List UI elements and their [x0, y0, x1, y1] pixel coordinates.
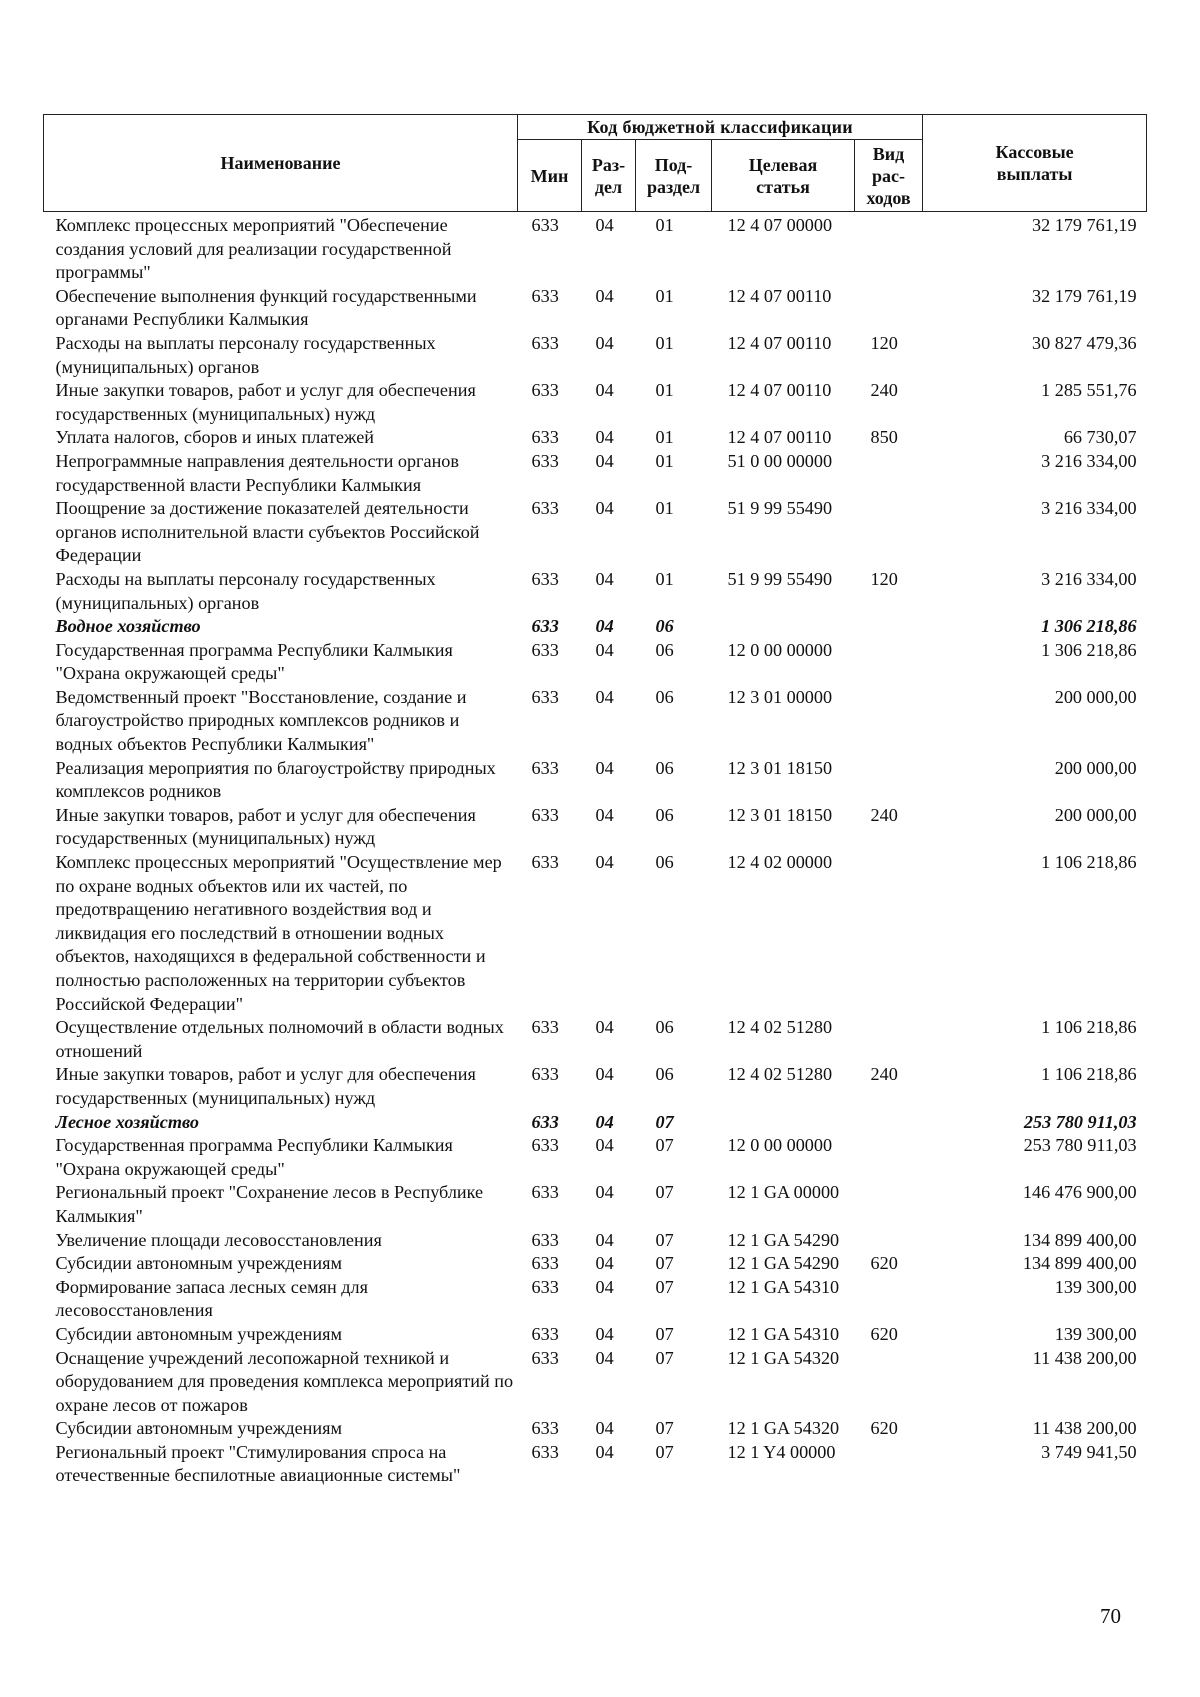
row-razdel: 04: [595, 804, 614, 825]
row-min: 633: [531, 1229, 559, 1250]
row-razdel: 04: [595, 616, 614, 637]
row-razdel: 04: [595, 1229, 614, 1250]
row-cash-payment: 1 106 218,86: [1041, 1064, 1137, 1085]
row-podrazdel: 01: [655, 498, 674, 519]
row-cash-payment: 1 285 551,76: [1041, 380, 1137, 401]
table-row: [44, 1063, 1147, 1110]
row-expense-type: 120: [870, 568, 898, 589]
row-expense-type: [855, 1276, 923, 1323]
row-name: Реализация мероприятия по благоустройству природных комплексов родников: [55, 757, 496, 802]
row-name: Водное хозяйство: [55, 616, 201, 637]
row-cash-payment: 3 216 334,00: [1041, 568, 1137, 589]
row-cash-payment: 200 000,00: [1054, 686, 1137, 707]
row-name: Комплекс процессных мероприятий "Осуществление мер по охране водных объектов или их частей, по предотвращению негативного воздействия вод и ликвидация его последствий в отношении водных объектов, находящихся в федеральной собственности и полностью расположенных на территории субъектов Российской Федерации": [55, 852, 502, 1014]
row-expense-type: [855, 497, 923, 568]
header-expense-type: Вид рас- ходов: [855, 140, 923, 212]
row-name: Субсидии автономным учреждениям: [55, 1418, 343, 1439]
row-target-article: 12 1 GA 54320: [727, 1418, 840, 1439]
row-razdel: 04: [595, 1276, 614, 1297]
row-name: Иные закупки товаров, работ и услуг для обеспечения государственных (муниципальных) нужд: [55, 1064, 476, 1108]
row-expense-type: [855, 1347, 923, 1418]
row-target-article: 12 1 GA 54290: [727, 1229, 840, 1250]
row-name: Формирование запаса лесных семян для лесовосстановления: [55, 1276, 368, 1321]
row-target-article: [712, 615, 855, 639]
row-name: Обеспечение выполнения функций государственными органами Республики Калмыкия: [55, 285, 477, 330]
table-row: [44, 1134, 1147, 1181]
row-razdel: 04: [595, 498, 614, 519]
row-cash-payment: 11 438 200,00: [1032, 1347, 1137, 1368]
row-name: Ведомственный проект "Восстановление, создание и благоустройство природных комплексов родников и водных объектов Республики Калмыкия": [55, 686, 467, 755]
row-min: 633: [531, 616, 559, 637]
row-cash-payment: 66 730,07: [1063, 427, 1137, 448]
row-razdel: 04: [595, 1323, 614, 1344]
row-expense-type: [855, 615, 923, 639]
row-target-article: 12 4 07 00110: [727, 332, 832, 353]
row-cash-payment: 200 000,00: [1054, 804, 1137, 825]
table-row: [44, 497, 1147, 568]
row-podrazdel: 07: [655, 1229, 674, 1250]
row-target-article: [712, 1111, 855, 1135]
row-min: 633: [531, 215, 559, 235]
row-podrazdel: 06: [655, 686, 674, 707]
table-row: [44, 1016, 1147, 1063]
row-podrazdel: 06: [655, 757, 674, 778]
row-expense-type: 240: [870, 380, 898, 401]
row-target-article: 12 1 GA 54320: [727, 1347, 840, 1368]
row-min: 633: [531, 1017, 559, 1038]
row-razdel: 04: [595, 1017, 614, 1038]
row-razdel: 04: [595, 1111, 614, 1132]
table-row: [44, 686, 1147, 757]
row-expense-type: [855, 639, 923, 686]
row-min: 633: [531, 1441, 559, 1462]
row-target-article: 12 3 01 18150: [727, 804, 833, 825]
row-expense-type: [855, 1134, 923, 1181]
header-min: Мин: [518, 140, 582, 212]
row-name: Региональный проект "Сохранение лесов в Республике Калмыкия": [55, 1182, 484, 1226]
table-row: [44, 568, 1147, 615]
table-row: [44, 212, 1147, 285]
row-target-article: 12 1 GA 54290: [727, 1253, 840, 1274]
row-name: Субсидии автономным учреждениям: [55, 1253, 343, 1274]
row-name: Расходы на выплаты персоналу государственных (муниципальных) органов: [55, 332, 436, 377]
row-min: 633: [531, 1182, 559, 1203]
row-razdel: 04: [595, 757, 614, 778]
row-min: 633: [531, 852, 559, 873]
page-number: 70: [1100, 1604, 1121, 1628]
row-name: Государственная программа Республики Калмыкия "Охрана окружающей среды": [55, 639, 453, 684]
row-razdel: 04: [595, 332, 614, 353]
row-min: 633: [531, 1276, 559, 1297]
row-podrazdel: 07: [655, 1135, 674, 1156]
row-name: Лесное хозяйство: [55, 1111, 199, 1132]
row-expense-type: 620: [870, 1253, 898, 1274]
row-podrazdel: 07: [655, 1323, 674, 1344]
row-cash-payment: 3 749 941,50: [1041, 1441, 1137, 1462]
header-classification-group: Код бюджетной классификации: [518, 115, 923, 140]
row-target-article: 12 0 00 00000: [727, 639, 833, 660]
table-row: [44, 450, 1147, 497]
row-cash-payment: 139 300,00: [1054, 1323, 1137, 1344]
row-target-article: 12 3 01 18150: [727, 757, 833, 778]
row-min: 633: [531, 1253, 559, 1274]
row-podrazdel: 01: [655, 427, 674, 448]
row-min: 633: [531, 427, 559, 448]
table-row: [44, 1323, 1147, 1347]
row-target-article: 12 1 GA 54310: [727, 1323, 840, 1344]
row-min: 633: [531, 1111, 559, 1132]
row-razdel: 04: [595, 1182, 614, 1203]
row-razdel: 04: [595, 1441, 614, 1462]
row-cash-payment: 200 000,00: [1054, 757, 1137, 778]
row-target-article: 51 0 00 00000: [727, 450, 833, 471]
row-podrazdel: 07: [655, 1253, 674, 1274]
row-podrazdel: 01: [655, 568, 674, 589]
row-target-article: 12 0 00 00000: [727, 1135, 833, 1156]
row-razdel: 04: [595, 1064, 614, 1085]
row-podrazdel: 01: [655, 450, 674, 471]
table-row: [44, 851, 1147, 1016]
row-razdel: 04: [595, 380, 614, 401]
row-razdel: 04: [595, 1347, 614, 1368]
row-expense-type: [855, 1229, 923, 1253]
row-target-article: 12 1 GA 54310: [727, 1276, 840, 1297]
row-razdel: 04: [595, 285, 614, 306]
row-min: 633: [531, 1323, 559, 1344]
row-name: Оснащение учреждений лесопожарной техникой и оборудованием для проведения комплекса мероприятий по охране лесов от пожаров: [55, 1347, 514, 1415]
row-razdel: 04: [595, 639, 614, 660]
row-podrazdel: 01: [655, 332, 674, 353]
row-expense-type: [855, 285, 923, 332]
row-expense-type: 120: [870, 332, 898, 353]
row-min: 633: [531, 1135, 559, 1156]
row-podrazdel: 01: [655, 285, 674, 306]
row-target-article: 12 1 GA 00000: [727, 1182, 840, 1203]
row-name: Увеличение площади лесовосстановления: [55, 1229, 382, 1250]
table-row: [44, 804, 1147, 851]
row-name: Уплата налогов, сборов и иных платежей: [55, 427, 375, 448]
row-name: Расходы на выплаты персоналу государственных (муниципальных) органов: [55, 568, 436, 613]
table-header: [44, 115, 1147, 212]
table-row: [44, 1252, 1147, 1276]
row-target-article: 12 4 07 00110: [727, 380, 832, 401]
row-cash-payment: 32 179 761,19: [1031, 285, 1137, 306]
header-target-article: Целевая статья: [712, 140, 855, 212]
row-name: Субсидии автономным учреждениям: [55, 1323, 343, 1344]
row-podrazdel: 06: [655, 804, 674, 825]
table-row: [44, 757, 1147, 804]
table-body: [44, 212, 1147, 1489]
row-cash-payment: 146 476 900,00: [1022, 1182, 1137, 1203]
row-min: 633: [531, 757, 559, 778]
row-min: 633: [531, 1347, 559, 1368]
table-row: [44, 426, 1147, 450]
row-cash-payment: 1 306 218,86: [1041, 639, 1137, 660]
row-min: 633: [531, 639, 559, 660]
header-podrazdel: Под- раздел: [636, 140, 712, 212]
table-row: [44, 285, 1147, 332]
row-target-article: 51 9 99 55490: [727, 568, 833, 589]
row-cash-payment: 1 106 218,86: [1041, 852, 1137, 873]
table-row: [44, 379, 1147, 426]
table-row: [44, 1276, 1147, 1323]
row-cash-payment: 3 216 334,00: [1041, 450, 1137, 471]
row-min: 633: [531, 1064, 559, 1085]
table-row: [44, 332, 1147, 379]
row-cash-payment: 253 780 911,03: [1023, 1135, 1137, 1156]
header-cash-payments: Кассовые выплаты: [923, 115, 1147, 212]
row-min: 633: [531, 568, 559, 589]
row-razdel: 04: [595, 427, 614, 448]
row-expense-type: 850: [870, 427, 898, 448]
row-cash-payment: 134 899 400,00: [1022, 1253, 1137, 1274]
row-expense-type: [855, 1441, 923, 1488]
row-cash-payment: 32 179 761,19: [1031, 215, 1137, 235]
row-min: 633: [531, 804, 559, 825]
row-razdel: 04: [595, 686, 614, 707]
row-name: Поощрение за достижение показателей деятельности органов исполнительной власти субъектов Российской Федерации: [55, 498, 480, 566]
row-podrazdel: 06: [655, 616, 674, 637]
section-row: [44, 1111, 1147, 1135]
row-name: Государственная программа Республики Калмыкия "Охрана окружающей среды": [55, 1135, 453, 1179]
row-expense-type: 240: [870, 804, 898, 825]
row-target-article: 12 3 01 00000: [727, 686, 833, 707]
row-cash-payment: 1 306 218,86: [1041, 616, 1137, 637]
row-cash-payment: 1 106 218,86: [1041, 1017, 1137, 1038]
section-row: [44, 615, 1147, 639]
table-row: [44, 1181, 1147, 1228]
row-razdel: 04: [595, 852, 614, 873]
row-name: Региональный проект "Стимулирования спроса на отечественные беспилотные авиационные системы": [55, 1441, 461, 1486]
row-expense-type: 620: [870, 1418, 898, 1439]
row-name: Комплекс процессных мероприятий "Обеспечение создания условий для реализации государственной программы": [55, 215, 452, 283]
row-podrazdel: 01: [655, 380, 674, 401]
row-podrazdel: 06: [655, 1064, 674, 1085]
row-razdel: 04: [595, 450, 614, 471]
row-target-article: 12 4 02 00000: [727, 852, 833, 873]
row-min: 633: [531, 450, 559, 471]
row-podrazdel: 06: [655, 639, 674, 660]
row-name: Иные закупки товаров, работ и услуг для обеспечения государственных (муниципальных) нужд: [55, 804, 476, 849]
row-min: 633: [531, 380, 559, 401]
row-expense-type: 620: [870, 1323, 898, 1344]
row-expense-type: [855, 851, 923, 1016]
table-row: [44, 639, 1147, 686]
row-razdel: 04: [595, 568, 614, 589]
table-row: [44, 1229, 1147, 1253]
table-row: [44, 1441, 1147, 1488]
row-expense-type: [855, 450, 923, 497]
row-target-article: 12 4 07 00110: [727, 285, 832, 306]
row-target-article: 12 4 07 00110: [727, 427, 832, 448]
row-expense-type: [855, 686, 923, 757]
row-podrazdel: 07: [655, 1111, 674, 1132]
row-expense-type: [855, 1016, 923, 1063]
table-row: [44, 1347, 1147, 1418]
row-expense-type: 240: [870, 1064, 898, 1085]
row-target-article: 12 1 Y4 00000: [727, 1441, 836, 1462]
row-expense-type: [855, 212, 923, 285]
row-cash-payment: 3 216 334,00: [1041, 498, 1137, 519]
row-podrazdel: 07: [655, 1276, 674, 1297]
row-target-article: 12 4 02 51280: [727, 1017, 833, 1038]
row-expense-type: [855, 757, 923, 804]
header-razdel: Раз- дел: [582, 140, 636, 212]
row-name: Осуществление отдельных полномочий в области водных отношений: [55, 1017, 504, 1061]
row-target-article: 51 9 99 55490: [727, 498, 833, 519]
row-target-article: 12 4 07 00000: [727, 215, 833, 235]
row-cash-payment: 11 438 200,00: [1032, 1418, 1137, 1439]
row-razdel: 04: [595, 1253, 614, 1274]
header-name: Наименование: [44, 115, 518, 212]
row-podrazdel: 07: [655, 1182, 674, 1203]
row-cash-payment: 139 300,00: [1054, 1276, 1137, 1297]
row-razdel: 04: [595, 1135, 614, 1156]
row-target-article: 12 4 02 51280: [727, 1064, 833, 1085]
row-expense-type: [855, 1111, 923, 1135]
row-cash-payment: 30 827 479,36: [1031, 332, 1137, 353]
table-row: [44, 1417, 1147, 1441]
row-podrazdel: 07: [655, 1441, 674, 1462]
row-expense-type: [855, 1181, 923, 1228]
row-cash-payment: 253 780 911,03: [1023, 1111, 1137, 1132]
row-name: Иные закупки товаров, работ и услуг для обеспечения государственных (муниципальных) нужд: [55, 380, 476, 424]
row-cash-payment: 134 899 400,00: [1022, 1229, 1137, 1250]
row-razdel: 04: [595, 1418, 614, 1439]
row-name: Непрограммные направления деятельности органов государственной власти Республики Калмыкия: [55, 450, 459, 495]
row-razdel: 04: [595, 215, 614, 235]
row-min: 633: [531, 498, 559, 519]
row-podrazdel: 07: [655, 1347, 674, 1368]
row-min: 633: [531, 332, 559, 353]
row-podrazdel: 06: [655, 852, 674, 873]
row-min: 633: [531, 285, 559, 306]
row-podrazdel: 01: [655, 215, 674, 235]
row-podrazdel: 06: [655, 1017, 674, 1038]
row-min: 633: [531, 1418, 559, 1439]
budget-table: [43, 114, 1147, 1488]
row-podrazdel: 07: [655, 1418, 674, 1439]
row-min: 633: [531, 686, 559, 707]
